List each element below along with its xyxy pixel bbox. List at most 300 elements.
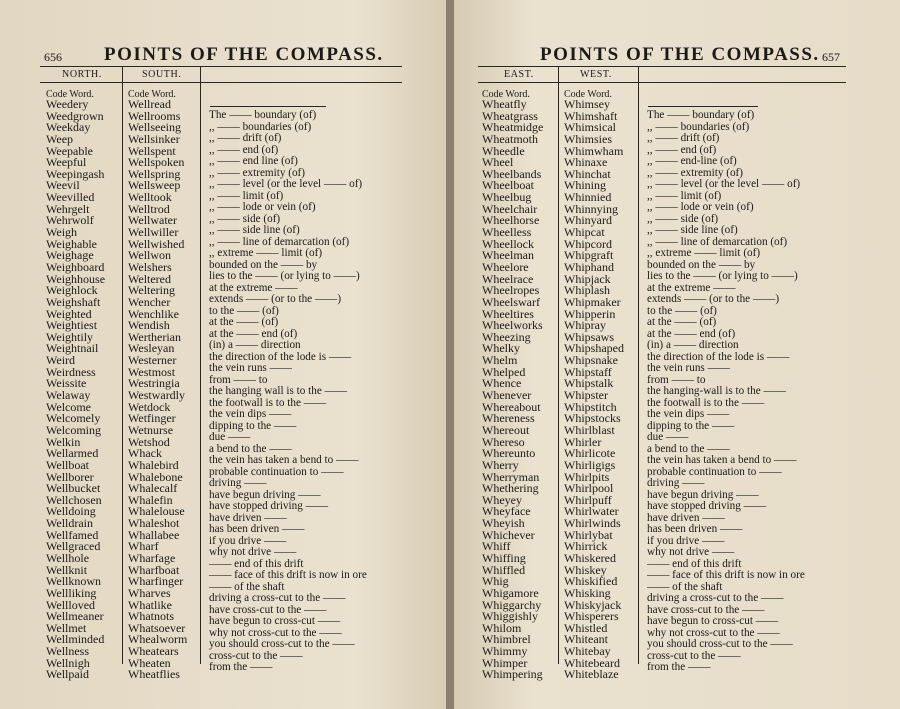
code-word: Whinyard bbox=[564, 213, 612, 228]
phrase: —— face of this drift is now in ore bbox=[209, 569, 367, 581]
phrase: due —— bbox=[647, 431, 689, 443]
code-word: Wellknown bbox=[46, 574, 102, 589]
code-word: Wellfamed bbox=[46, 527, 99, 542]
phrase: cross-cut to the —— bbox=[209, 649, 303, 662]
code-word: Wheelswarf bbox=[482, 294, 540, 309]
phrase: driving —— bbox=[209, 477, 267, 489]
code-word: Whimper bbox=[482, 655, 528, 670]
code-word: Whiggishly bbox=[482, 609, 538, 624]
column-divider bbox=[558, 66, 559, 664]
code-word: Whirlpuff bbox=[564, 492, 612, 507]
code-word: Wheyey bbox=[482, 492, 522, 507]
east-code-words bbox=[482, 99, 543, 681]
code-word: Weighage bbox=[46, 248, 94, 263]
code-word: Wheatears bbox=[128, 644, 179, 659]
header-top-rule bbox=[478, 66, 846, 67]
code-word: Welcomely bbox=[46, 411, 101, 426]
phrase: ,, —— level (or the level —— of) bbox=[647, 178, 801, 190]
code-word: Whallabee bbox=[128, 527, 180, 542]
phrase: ,, —— extremity (of) bbox=[647, 166, 744, 179]
phrase: cross-cut to the —— bbox=[647, 649, 741, 662]
code-word: Weighable bbox=[46, 236, 98, 251]
code-word: Whealworm bbox=[128, 632, 188, 647]
code-word: Weekday bbox=[46, 120, 91, 135]
code-word: Wharf bbox=[128, 539, 159, 554]
code-word: Welaway bbox=[46, 388, 91, 403]
code-word: Wheedle bbox=[482, 143, 525, 158]
code-word: Whirligigs bbox=[564, 457, 616, 472]
right-page bbox=[454, 0, 900, 709]
south-code-words bbox=[128, 99, 187, 681]
code-word: Wenchlike bbox=[128, 306, 180, 321]
phrase: ,, —— line of demarcation (of) bbox=[647, 235, 788, 248]
code-word: Wesleyan bbox=[128, 341, 175, 356]
phrase: you should cross-cut to the —— bbox=[647, 638, 793, 650]
phrase: have driven —— bbox=[209, 511, 287, 524]
phrase: —— of the shaft bbox=[209, 580, 285, 593]
code-word: Wehrwolf bbox=[46, 213, 94, 228]
header-bottom-rule bbox=[40, 82, 402, 83]
phrase: ,, —— end line (of) bbox=[209, 155, 298, 167]
phrase: at the extreme —— bbox=[647, 281, 736, 294]
code-word: Whiskered bbox=[564, 550, 616, 565]
phrase: lies to the —— (or lying to ——) bbox=[209, 270, 360, 282]
code-word-label: Code Word. bbox=[482, 89, 530, 100]
code-word: Wheezing bbox=[482, 329, 531, 344]
code-word: Whisking bbox=[564, 585, 611, 600]
phrase: —— end of this drift bbox=[647, 557, 742, 570]
phrase-list bbox=[209, 110, 367, 674]
code-word: Welcoming bbox=[46, 422, 102, 437]
code-word: Weevilled bbox=[46, 190, 95, 205]
phrase: the direction of the lode is —— bbox=[647, 350, 790, 363]
phrase: a bend to the —— bbox=[209, 442, 292, 455]
code-word: Wherryman bbox=[482, 469, 540, 484]
code-word: Wheelless bbox=[482, 225, 532, 240]
column-header-south: SOUTH. bbox=[142, 69, 182, 80]
phrase: at the —— end (of) bbox=[647, 327, 736, 340]
code-word: Weepable bbox=[46, 143, 94, 158]
code-word: Whilom bbox=[482, 620, 522, 635]
code-word: Whatnots bbox=[128, 609, 174, 624]
code-word: Wellpaid bbox=[46, 667, 90, 682]
code-word: Wendish bbox=[128, 318, 170, 333]
code-word: Whalebone bbox=[128, 469, 183, 484]
column-divider bbox=[638, 66, 639, 664]
code-word: Wharves bbox=[128, 585, 171, 600]
code-word: Wheatgrass bbox=[482, 108, 538, 123]
code-word: Weep bbox=[46, 131, 74, 146]
code-word-label: Code Word. bbox=[564, 89, 612, 100]
code-word: Wellspoken bbox=[128, 155, 185, 170]
code-word: Wheatfly bbox=[482, 97, 527, 111]
code-word: Whitebeard bbox=[564, 655, 620, 670]
code-word: Whereunto bbox=[482, 446, 536, 461]
code-word: Weirdness bbox=[46, 364, 96, 379]
code-word: Whereness bbox=[482, 411, 535, 426]
page-number: 657 bbox=[822, 50, 840, 64]
code-word: Whinaxe bbox=[564, 155, 608, 170]
code-word: Whirlpool bbox=[564, 481, 614, 496]
code-word: Whipstocks bbox=[564, 411, 621, 426]
code-word: Whirlicote bbox=[564, 446, 616, 461]
code-word: Whipperin bbox=[564, 306, 616, 321]
code-word: Whirler bbox=[564, 434, 602, 449]
code-word: Weltered bbox=[128, 271, 172, 286]
phrase-top-rule bbox=[210, 106, 326, 107]
code-word: Weepingash bbox=[46, 166, 105, 181]
phrase: from the —— bbox=[647, 661, 711, 673]
phrase: at the —— (of) bbox=[209, 316, 279, 328]
column-header-north: NORTH. bbox=[62, 69, 102, 80]
code-word: Wellread bbox=[128, 97, 172, 111]
phrase: lies to the —— (or lying to ——) bbox=[647, 270, 798, 282]
code-word: Whimsey bbox=[564, 97, 610, 111]
phrase: ,, —— side line (of) bbox=[209, 224, 300, 236]
column-header-west: WEST. bbox=[580, 69, 612, 80]
phrase: ,, —— side line (of) bbox=[647, 224, 738, 236]
phrase: ,, —— end (of) bbox=[209, 143, 279, 156]
code-word: Whence bbox=[482, 376, 522, 391]
code-word: Whitebay bbox=[564, 644, 611, 659]
code-word: Whinnying bbox=[564, 201, 618, 216]
phrase: ,, —— lode or vein (of) bbox=[647, 201, 754, 213]
code-word: Wellarmed bbox=[46, 446, 99, 461]
phrase: ,, extreme —— limit (of) bbox=[647, 247, 761, 259]
code-word: Wetfinger bbox=[128, 411, 176, 426]
code-word-label: Code Word. bbox=[128, 89, 176, 100]
code-word: Whiskey bbox=[564, 562, 607, 577]
phrase: from —— to bbox=[209, 373, 268, 386]
phrase: the hanging wall is to the —— bbox=[209, 385, 347, 397]
code-word: Wellspring bbox=[128, 166, 181, 181]
phrase: the footwall is to the —— bbox=[647, 396, 765, 409]
phrase: to the —— (of) bbox=[647, 304, 717, 317]
code-word: Whistled bbox=[564, 620, 608, 635]
code-word: Westerner bbox=[128, 353, 177, 368]
code-word: Wertherian bbox=[128, 329, 182, 344]
code-word: Whirlybat bbox=[564, 527, 613, 542]
code-word: Weighboard bbox=[46, 259, 105, 274]
code-word: Wellminded bbox=[46, 632, 105, 647]
phrase-top-rule bbox=[648, 106, 758, 107]
code-word: Wellwon bbox=[128, 248, 172, 263]
code-word: Weissite bbox=[46, 376, 87, 391]
code-word: Whipjack bbox=[564, 271, 611, 286]
code-word: Whigamore bbox=[482, 585, 539, 600]
code-word: Whelped bbox=[482, 364, 526, 379]
phrase: if you drive —— bbox=[209, 534, 287, 547]
code-word: Whinchat bbox=[564, 166, 611, 181]
phrase: have stopped driving —— bbox=[647, 500, 767, 512]
code-word: Wheelchair bbox=[482, 201, 538, 216]
code-word: Weighted bbox=[46, 306, 92, 321]
code-word: Weevil bbox=[46, 178, 80, 193]
phrase: ,, —— line of demarcation (of) bbox=[209, 235, 350, 248]
phrase: ,, —— limit (of) bbox=[209, 189, 284, 202]
code-word: Wheelworks bbox=[482, 318, 543, 333]
page-number: 656 bbox=[44, 50, 62, 64]
phrase: have begun driving —— bbox=[209, 488, 321, 501]
header-top-rule bbox=[40, 66, 402, 67]
code-word: Welltook bbox=[128, 190, 172, 205]
code-word: Whack bbox=[128, 446, 162, 461]
code-word: Wellwiller bbox=[128, 225, 179, 240]
code-word: Whipsaws bbox=[564, 329, 614, 344]
phrase: ,, —— lode or vein (of) bbox=[209, 201, 316, 213]
code-word: Whirlwater bbox=[564, 504, 619, 519]
phrase: the direction of the lode is —— bbox=[209, 350, 352, 363]
phrase: at the —— (of) bbox=[647, 316, 717, 328]
code-word: Wheelboat bbox=[482, 178, 534, 193]
phrase: The —— boundary (of) bbox=[647, 109, 755, 121]
phrase: ,, —— side (of) bbox=[647, 212, 719, 225]
code-word: Weighlock bbox=[46, 283, 98, 298]
phrase: dipping to the —— bbox=[209, 419, 297, 432]
phrase-list bbox=[647, 110, 805, 674]
code-word: Wheyish bbox=[482, 516, 525, 531]
phrase: ,, —— end (of) bbox=[647, 143, 717, 156]
phrase: have begun to cross-cut —— bbox=[209, 615, 341, 627]
phrase: —— of the shaft bbox=[647, 580, 723, 593]
code-word: Wellgraced bbox=[46, 539, 101, 554]
phrase: have cross-cut to the —— bbox=[647, 603, 765, 616]
code-word: Whiggarchy bbox=[482, 597, 542, 612]
phrase: you should cross-cut to the —— bbox=[209, 638, 355, 650]
code-word: Weightnail bbox=[46, 341, 99, 356]
phrase: ,, —— limit (of) bbox=[647, 189, 722, 202]
code-word: Whig bbox=[482, 574, 509, 589]
phrase: dipping to the —— bbox=[647, 419, 735, 432]
phrase: why not drive —— bbox=[647, 546, 735, 558]
code-word: Whirrick bbox=[564, 539, 608, 554]
code-word: Wellbucket bbox=[46, 481, 101, 496]
code-word: Wellseeing bbox=[128, 120, 182, 135]
code-word: Weigh bbox=[46, 225, 78, 240]
code-word: Whipgraft bbox=[564, 248, 614, 263]
phrase: ,, —— level (or the level —— of) bbox=[209, 178, 363, 190]
code-word: Whatsoever bbox=[128, 620, 186, 635]
phrase: if you drive —— bbox=[647, 534, 725, 547]
phrase: ,, extreme —— limit (of) bbox=[209, 247, 323, 259]
code-word: Wellmet bbox=[46, 620, 87, 635]
phrase: to the —— (of) bbox=[209, 304, 279, 317]
code-word: Wellwater bbox=[128, 213, 178, 228]
code-word: Weird bbox=[46, 353, 76, 368]
code-word: Whereout bbox=[482, 422, 530, 437]
column-header-east: EAST. bbox=[504, 69, 534, 80]
column-divider bbox=[200, 66, 201, 664]
code-word: Whipshaped bbox=[564, 341, 624, 356]
code-word: Welltrod bbox=[128, 201, 170, 216]
code-word: Whaleshot bbox=[128, 516, 180, 531]
phrase: at the extreme —— bbox=[209, 281, 298, 294]
phrase: (in) a —— direction bbox=[647, 339, 739, 351]
code-word: Whiteblaze bbox=[564, 667, 619, 682]
phrase: at the —— end (of) bbox=[209, 327, 298, 340]
code-word: Wheelropes bbox=[482, 283, 540, 298]
phrase: ,, —— boundaries (of) bbox=[209, 120, 312, 133]
west-code-words bbox=[564, 99, 624, 681]
code-word: Weightily bbox=[46, 329, 94, 344]
phrase: why not drive —— bbox=[209, 546, 297, 558]
header-bottom-rule bbox=[478, 82, 846, 83]
phrase: the vein dips —— bbox=[647, 408, 730, 420]
code-word: Whipster bbox=[564, 388, 608, 403]
code-word: Westwardly bbox=[128, 388, 186, 403]
code-word: Wellsweep bbox=[128, 178, 181, 193]
code-word: Whipstitch bbox=[564, 399, 617, 414]
code-word: Wheaten bbox=[128, 655, 171, 670]
code-word: Whethering bbox=[482, 481, 539, 496]
phrase: bounded on the —— by bbox=[647, 258, 756, 271]
phrase: driving a cross-cut to the —— bbox=[209, 592, 346, 604]
phrase: ,, —— extremity (of) bbox=[209, 166, 306, 179]
code-word: Wetnurse bbox=[128, 422, 174, 437]
code-word: Whereabout bbox=[482, 399, 541, 414]
code-word: Wheatflies bbox=[128, 667, 180, 682]
code-word: Weepful bbox=[46, 155, 87, 170]
code-word: Welshers bbox=[128, 259, 172, 274]
code-word: Wellspent bbox=[128, 143, 176, 158]
code-word: Weedgrown bbox=[46, 108, 104, 123]
code-word: Wehrgelt bbox=[46, 201, 90, 216]
phrase: —— face of this drift is now in ore bbox=[647, 569, 805, 581]
phrase: ,, —— end-line (of) bbox=[647, 155, 737, 167]
code-word: Wheelbands bbox=[482, 166, 542, 181]
code-word: Wellrooms bbox=[128, 108, 181, 123]
code-word: Whenever bbox=[482, 388, 532, 403]
code-word: Wheatmoth bbox=[482, 131, 538, 146]
code-word: Wheyface bbox=[482, 504, 531, 519]
phrase: why not cross-cut to the —— bbox=[647, 626, 780, 639]
code-word: Whiffing bbox=[482, 550, 526, 565]
phrase: from —— to bbox=[647, 373, 706, 386]
phrase: driving —— bbox=[647, 477, 705, 489]
phrase: have begun to cross-cut —— bbox=[647, 615, 779, 627]
phrase: probable continuation to —— bbox=[209, 465, 344, 478]
code-word: Whirlpits bbox=[564, 469, 610, 484]
code-word: Wheeltires bbox=[482, 306, 534, 321]
code-word: Welcome bbox=[46, 399, 92, 414]
phrase: the vein runs —— bbox=[209, 362, 292, 374]
phrase: the vein dips —— bbox=[209, 408, 292, 420]
code-word: Wheelhorse bbox=[482, 213, 540, 228]
phrase: probable continuation to —— bbox=[647, 465, 782, 478]
code-word: Whimbrel bbox=[482, 632, 531, 647]
code-word: Whatlike bbox=[128, 597, 172, 612]
phrase: the vein runs —— bbox=[647, 362, 730, 374]
code-word: Westringia bbox=[128, 376, 180, 391]
code-word: Whalebird bbox=[128, 457, 179, 472]
phrase: ,, —— drift (of) bbox=[209, 132, 282, 144]
code-word-label: Code Word. bbox=[46, 89, 94, 100]
code-word: Whiskified bbox=[564, 574, 618, 589]
code-word: Wheelrace bbox=[482, 271, 534, 286]
code-word: Wetdock bbox=[128, 399, 171, 414]
code-word: Whipsnake bbox=[564, 353, 618, 368]
code-word: Wellhole bbox=[46, 550, 90, 565]
code-word: Welldoing bbox=[46, 504, 96, 519]
code-word: Weighshaft bbox=[46, 294, 101, 309]
phrase: why not cross-cut to the —— bbox=[209, 626, 342, 639]
code-word: Welldrain bbox=[46, 516, 94, 531]
code-word: Whiteant bbox=[564, 632, 608, 647]
phrase: ,, —— boundaries (of) bbox=[647, 120, 750, 133]
code-word: Whimwham bbox=[564, 143, 624, 158]
phrase: ,, —— side (of) bbox=[209, 212, 281, 225]
code-word: Wellchosen bbox=[46, 492, 102, 507]
code-word: Whipstaff bbox=[564, 364, 612, 379]
phrase: the vein has taken a bend to —— bbox=[209, 454, 359, 466]
phrase: driving a cross-cut to the —— bbox=[647, 592, 784, 604]
code-word: Whisperers bbox=[564, 609, 619, 624]
code-word: Whereso bbox=[482, 434, 525, 449]
code-word: Wharfinger bbox=[128, 574, 184, 589]
code-word: Whiffled bbox=[482, 562, 526, 577]
code-word: Wharfboat bbox=[128, 562, 180, 577]
phrase: has been driven —— bbox=[209, 523, 305, 535]
phrase: from the —— bbox=[209, 661, 273, 673]
code-word: Whiskyjack bbox=[564, 597, 622, 612]
code-word: Wheelore bbox=[482, 259, 529, 274]
code-word: Whipmaker bbox=[564, 294, 621, 309]
code-word: Welkin bbox=[46, 434, 81, 449]
code-word: Whirlwinds bbox=[564, 516, 621, 531]
code-word: Wheatmidge bbox=[482, 120, 544, 135]
phrase: —— end of this drift bbox=[209, 557, 304, 570]
code-word: Wheellock bbox=[482, 236, 534, 251]
phrase: have driven —— bbox=[647, 511, 725, 524]
phrase: have cross-cut to the —— bbox=[209, 603, 327, 616]
phrase: the footwall is to the —— bbox=[209, 396, 327, 409]
code-word: Wellmeaner bbox=[46, 609, 104, 624]
code-word: Weighhouse bbox=[46, 271, 106, 286]
code-word: Wherry bbox=[482, 457, 519, 472]
code-word: Wellliking bbox=[46, 585, 97, 600]
code-word: Wellboat bbox=[46, 457, 90, 472]
left-page bbox=[0, 0, 446, 709]
code-word: Whiplash bbox=[564, 283, 610, 298]
phrase: (in) a —— direction bbox=[209, 339, 301, 351]
phrase: the hanging-wall is to the —— bbox=[647, 385, 786, 397]
code-word: Whelky bbox=[482, 341, 520, 356]
page-title: POINTS OF THE COMPASS. bbox=[540, 44, 820, 65]
code-word: Wetshod bbox=[128, 434, 170, 449]
code-word: Whichever bbox=[482, 527, 535, 542]
code-word: Whipcord bbox=[564, 236, 612, 251]
page-title: POINTS OF THE COMPASS. bbox=[104, 44, 384, 65]
code-word: Whinnied bbox=[564, 190, 612, 205]
code-word: Whining bbox=[564, 178, 606, 193]
phrase: have stopped driving —— bbox=[209, 500, 329, 512]
phrase: bounded on the —— by bbox=[209, 258, 318, 271]
code-word: Whirlblast bbox=[564, 422, 615, 437]
code-word: Whipstalk bbox=[564, 376, 614, 391]
code-word: Whimsies bbox=[564, 131, 612, 146]
column-divider bbox=[122, 66, 123, 664]
code-word: Whalecalf bbox=[128, 481, 178, 496]
code-word: Whimshaft bbox=[564, 108, 618, 123]
phrase: extends —— (or to the ——) bbox=[647, 293, 780, 305]
code-word: Weltering bbox=[128, 283, 176, 298]
code-word: Whimsical bbox=[564, 120, 616, 135]
phrase: the vein has taken a bend to —— bbox=[647, 454, 797, 466]
north-code-words bbox=[46, 99, 105, 681]
code-word: Wellloved bbox=[46, 597, 96, 612]
code-word: Whalelouse bbox=[128, 504, 185, 519]
code-word: Wencher bbox=[128, 294, 171, 309]
